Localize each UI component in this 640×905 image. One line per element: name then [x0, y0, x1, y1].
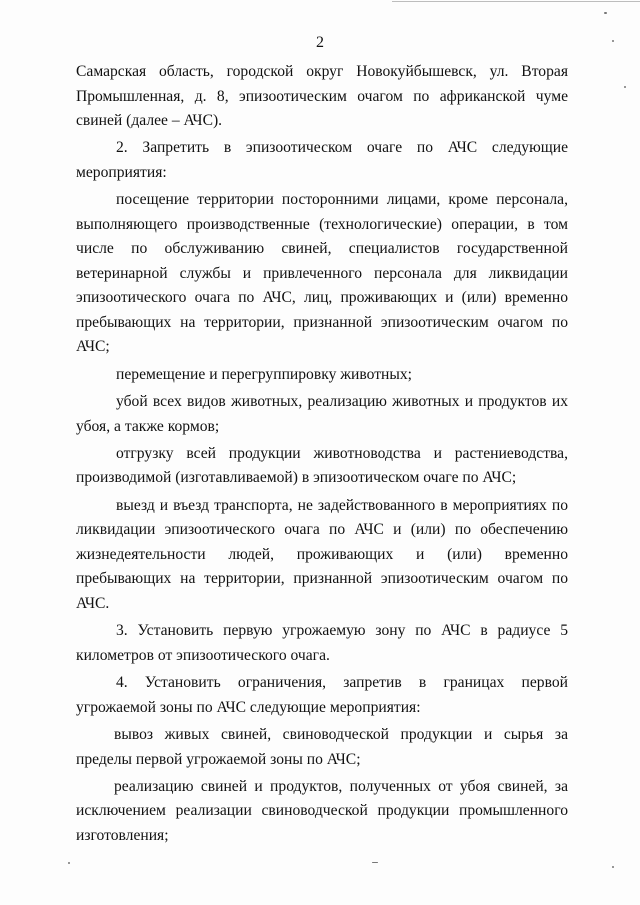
paragraph-item-2: 2. Запретить в эпизоотическом очаге по АЧС следующие мероприятия: [76, 139, 568, 181]
page-number: 2 [316, 34, 324, 51]
paragraph-address: Самарская область, городской округ Новокуйбышевск, ул. Вторая Промышленная, д. 8, эпизоотическим очагом по африканской чуме свиней (далее – АЧС). [76, 63, 568, 129]
paragraph-ban-movement: перемещение и перегруппировку животных; [116, 365, 412, 383]
scan-speck [612, 40, 614, 42]
scan-speck [372, 862, 378, 863]
paragraph-ban-export: вывоз живых свиней, свиноводческой продукции и сырья за пределы первой угрожаемой зоны по АЧС; [76, 726, 568, 768]
scan-speck [68, 862, 70, 864]
paragraph-item-4: 4. Установить ограничения, запретив в границах первой угрожаемой зоны по АЧС следующие мероприятия: [76, 674, 568, 716]
document-body [76, 60, 568, 848]
scan-speck [604, 12, 607, 14]
paragraph-ban-slaughter: убой всех видов животных, реализацию животных и продуктов их убоя, а также кормов; [76, 393, 568, 435]
scan-speck [612, 866, 614, 868]
scan-speck [624, 86, 626, 88]
scan-edge-line [392, 1, 640, 2]
paragraph-item-3: 3. Установить первую угрожаемую зону по АЧС в радиусе 5 километров от эпизоотического очага. [76, 622, 568, 664]
paragraph-ban-shipment: отгрузку всей продукции животноводства и растениеводства, производимой (изготавливаемой) в эпизоотическом очаге по АЧС; [76, 444, 568, 487]
paragraph-ban-transport: выезд и въезд транспорта, не задействованного в мероприятиях по ликвидации эпизоотического очага по АЧС и (или) по обеспечению жизнедеятельности людей, проживающих и (или) временно пребывающих на территории, признанной эпизоотическим очагом по АЧС. [76, 496, 568, 612]
paragraph-ban-sale: реализацию свиней и продуктов, полученных от убоя свиней, за исключением реализации свиноводческой продукции промышленного изготовления; [76, 777, 568, 844]
paragraph-ban-visits: посещение территории посторонними лицами, кроме персонала, выполняющего производственные (технологические) операции, в том числе по обслуживанию свиней, специалистов государственной ветеринарной службы и привлеченного персонала для ликвидации эпизоотического очага по АЧС, лиц, проживающих и (или) временно пребывающих на территории, признанной эпизоотическим очагом по АЧС; [76, 191, 568, 356]
